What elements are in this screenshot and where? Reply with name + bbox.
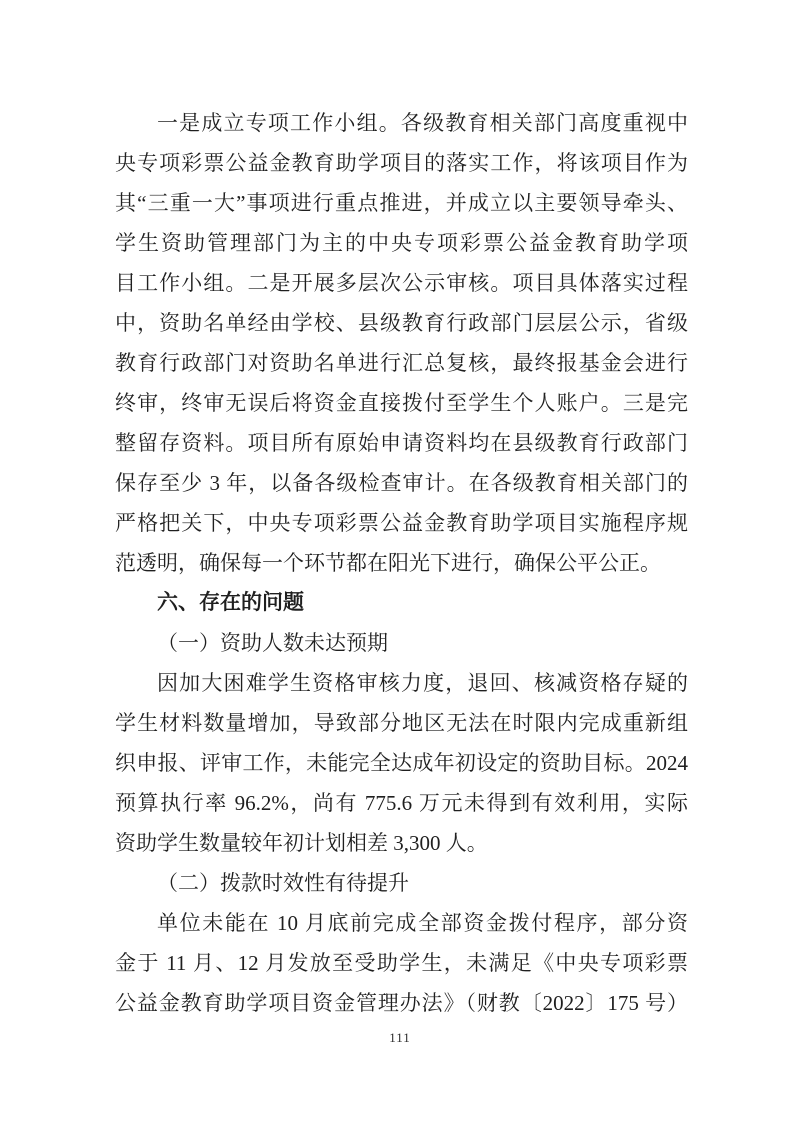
paragraph-line: 保存至少 3 年，以备各级检查审计。在各级教育相关部门的 xyxy=(115,471,688,495)
paragraph-line: 学生材料数量增加，导致部分地区无法在时限内完成重新组 xyxy=(115,711,688,735)
paragraph-line: 金于 11 月、12 月发放至受助学生，未满足《中央专项彩票 xyxy=(115,951,688,975)
paragraph-line: 单位未能在 10 月底前完成全部资金拨付程序，部分资 xyxy=(157,911,688,935)
paragraph-line: 一是成立专项工作小组。各级教育相关部门高度重视中 xyxy=(157,111,688,135)
paragraph-line: 资助学生数量较年初计划相差 3,300 人。 xyxy=(115,831,488,855)
paragraph-line: 因加大困难学生资格审核力度，退回、核减资格存疑的 xyxy=(157,671,688,695)
paragraph-line: 教育行政部门对资助名单进行汇总复核，最终报基金会进行 xyxy=(115,351,688,375)
paragraph-line: 严格把关下，中央专项彩票公益金教育助学项目实施程序规 xyxy=(115,511,688,535)
paragraph-line: 范透明，确保每一个环节都在阳光下进行，确保公平公正。 xyxy=(115,551,661,575)
paragraph-line: 其“三重一大”事项进行重点推进，并成立以主要领导牵头、 xyxy=(115,191,688,215)
paragraph-line: 终审，终审无误后将资金直接拨付至学生个人账户。三是完 xyxy=(115,391,688,415)
section-heading: 六、存在的问题 xyxy=(157,591,304,614)
paragraph-line: 学生资助管理部门为主的中央专项彩票公益金教育助学项 xyxy=(115,231,688,255)
paragraph-line: 目工作小组。二是开展多层次公示审核。项目具体落实过程 xyxy=(115,271,688,295)
subsection-heading: （一）资助人数未达预期 xyxy=(157,631,388,655)
subsection-heading: （二）拨款时效性有待提升 xyxy=(157,871,409,895)
paragraph-line: 央专项彩票公益金教育助学项目的落实工作，将该项目作为 xyxy=(115,151,688,175)
paragraph-line: 整留存资料。项目所有原始申请资料均在县级教育行政部门 xyxy=(115,431,688,455)
page-body-text xyxy=(115,103,688,1023)
paragraph-line: 织申报、评审工作，未能完全达成年初设定的资助目标。2024 xyxy=(115,751,688,775)
page-number: 111 xyxy=(389,1030,411,1045)
paragraph-line: 预算执行率 96.2%，尚有 775.6 万元未得到有效利用，实际 xyxy=(115,791,688,815)
paragraph-line: 中，资助名单经由学校、县级教育行政部门层层公示，省级 xyxy=(115,311,688,335)
paragraph-line: 公益金教育助学项目资金管理办法》（财教〔2022〕175 号） xyxy=(115,991,688,1015)
